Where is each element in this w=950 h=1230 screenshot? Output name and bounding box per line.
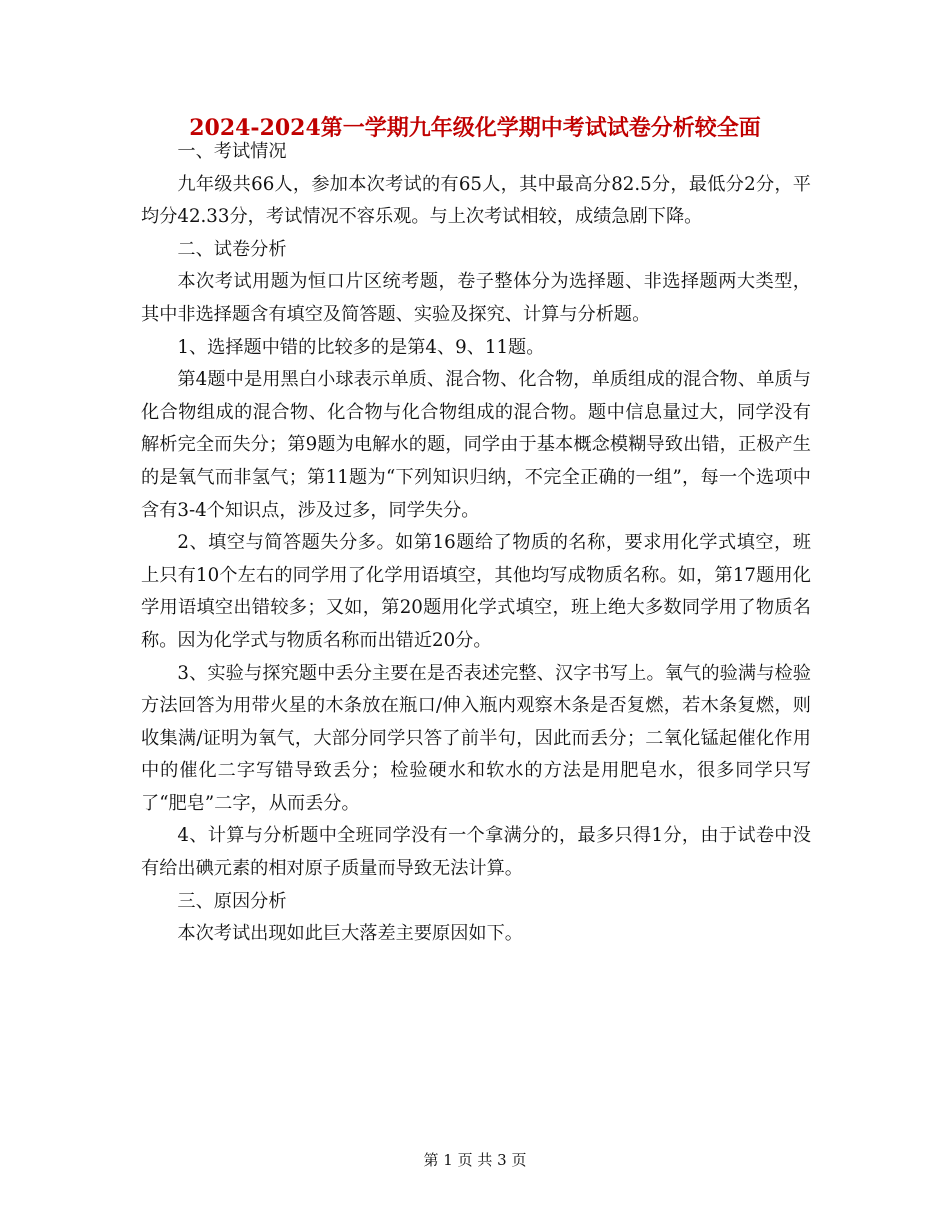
page-number: 第 1 页 共 3 页	[423, 1151, 527, 1169]
paragraph-fill-blank: 2、填空与简答题失分多。如第16题给了物质的名称，要求用化学式填空，班上只有10个左右的同学用了化学用语填空，其他均写成物质名称。如，第17题用化学用语填空出错较多；又如，第20题用化学式填空，班上绝大多数同学用了物质名称。因为化学式与物质名称而出错近20分。	[141, 532, 811, 651]
paragraph-paper-overview: 本次考试用题为恒口片区统考题，卷子整体分为选择题、非选择题两大类型，其中非选择题含有填空及简答题、实验及探究、计算与分析题。	[141, 271, 811, 325]
paragraph-cause-intro: 本次考试出现如此巨大落差主要原因如下。	[177, 923, 523, 945]
paragraph-calculation: 4、计算与分析题中全班同学没有一个拿满分的，最多只得1分，由于试卷中没有给出碘元素的相对原子质量而导致无法计算。	[141, 825, 811, 880]
paragraph-choice-details: 第4题中是用黑白小球表示单质、混合物、化合物，单质组成的混合物、单质与化合物组成的混合物、化合物与化合物组成的混合物。题中信息量过大，同学没有解析完全而失分；第9题为电解水的题，同学由于基本概念模糊导致出错，正极产生的是氧气而非氢气；第11题为“下列知识归纳，不完全正确的一组”，每一个选项中含有3-4个知识点，涉及过多，同学失分。	[141, 369, 811, 521]
section-heading-exam-situation: 一、考试情况	[177, 141, 287, 162]
paragraph-exam-situation: 九年级共66人，参加本次考试的有65人，其中最高分82.5分，最低分2分，平均分42.33分，考试情况不容乐观。与上次考试相较，成绩急剧下降。	[141, 173, 811, 228]
section-heading-cause-analysis: 三、原因分析	[177, 890, 287, 912]
paragraph-experiment: 3、实验与探究题中丢分主要在是否表述完整、汉字书写上。氧气的验满与检验方法回答为用带火星的木条放在瓶口/伸入瓶内观察木条是否复燃，若木条复燃，则收集满/证明为氧气，大部分同学只答了前半句，因此而丢分；二氧化锰起催化作用中的催化二字写错导致丢分；检验硬水和软水的方法是用肥皂水，很多同学只写了“肥皂”二字，从而丢分。	[141, 662, 811, 814]
section-heading-paper-analysis: 二、试卷分析	[177, 238, 287, 260]
paragraph-choice-questions: 1、选择题中错的比较多的是第4、9、11题。	[177, 336, 545, 358]
document-body	[141, 136, 811, 951]
document-title: 2024-2024第一学期九年级化学期中考试试卷分析较全面	[189, 115, 761, 141]
